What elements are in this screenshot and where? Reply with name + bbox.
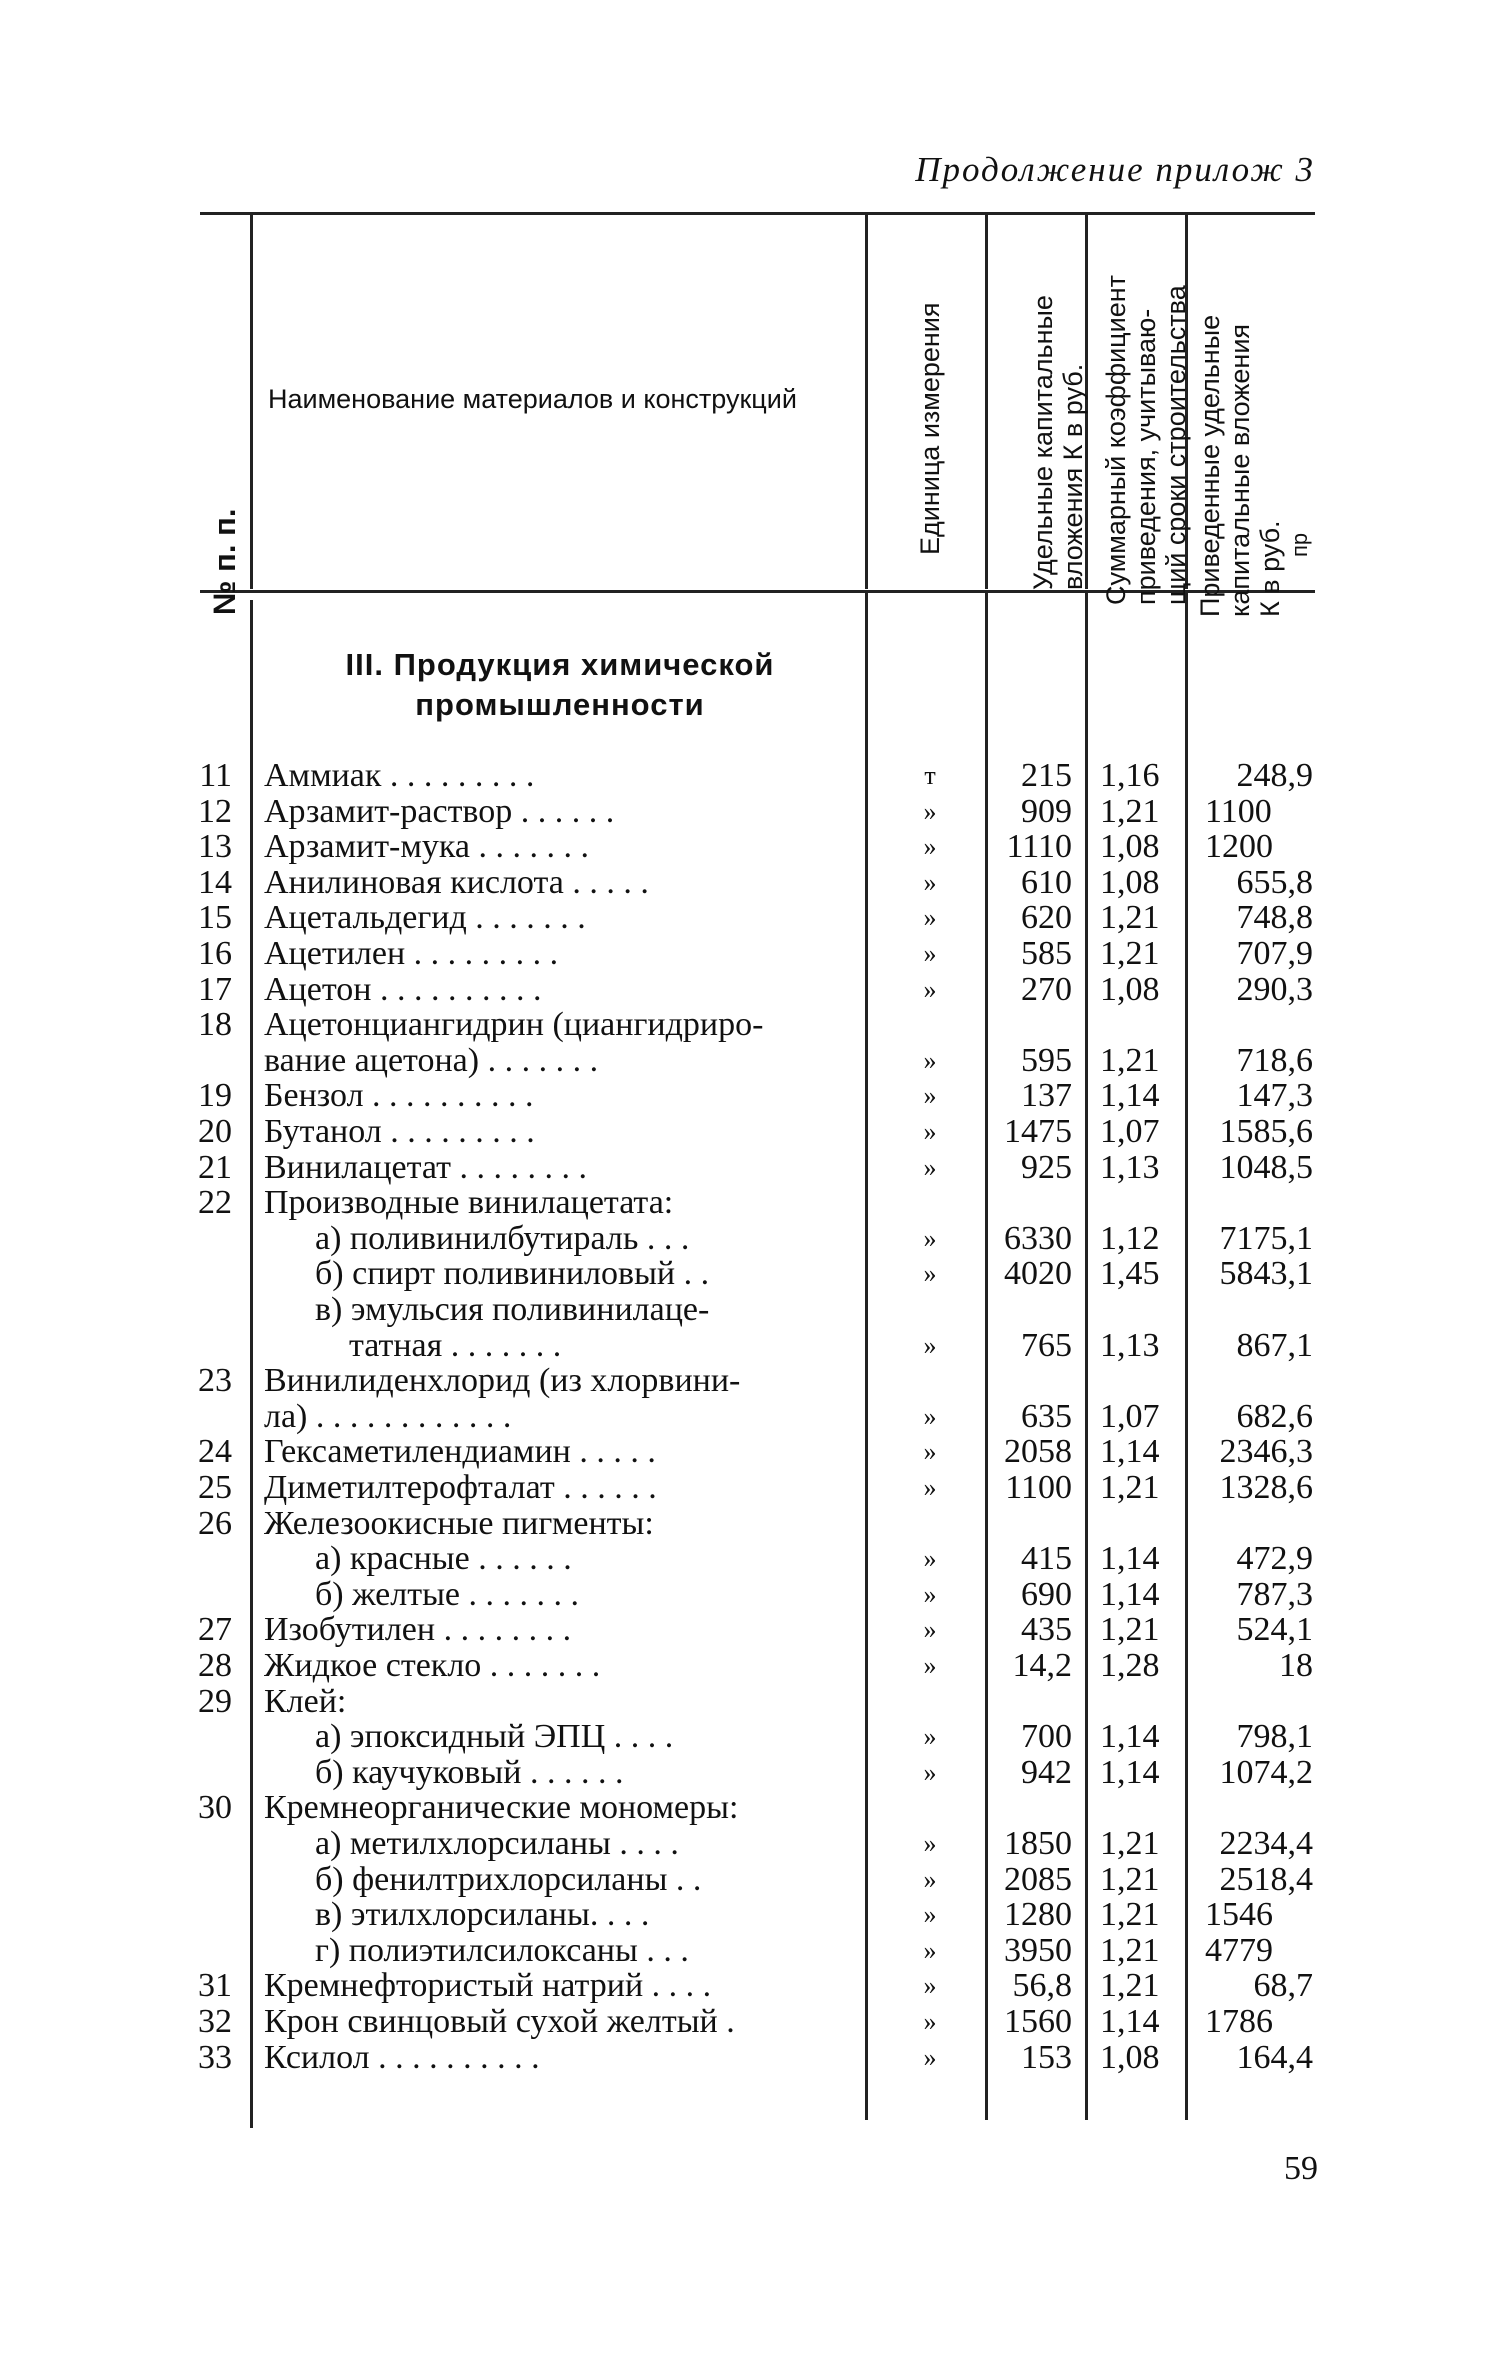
table-row bbox=[0, 1470, 1501, 1505]
table-row bbox=[0, 1221, 1501, 1256]
table-row bbox=[0, 1399, 1501, 1434]
row-unit: » bbox=[923, 1651, 937, 1680]
row-name: Арзамит-раствор . . . . . . bbox=[264, 792, 615, 830]
table-row bbox=[0, 1755, 1501, 1790]
table-row bbox=[0, 936, 1501, 971]
row-coefficient: 1,07 bbox=[1100, 1397, 1160, 1435]
row-capital: 610 bbox=[1021, 863, 1072, 901]
table-row bbox=[0, 1933, 1501, 1968]
row-number: 20 bbox=[198, 1113, 232, 1150]
row-name: Клей: bbox=[264, 1682, 347, 1720]
row-number: 25 bbox=[198, 1469, 232, 1506]
row-coefficient: 1,12 bbox=[1100, 1219, 1160, 1257]
row-coefficient: 1,14 bbox=[1100, 2003, 1160, 2040]
row-reduced: 290,3 bbox=[1236, 970, 1313, 1008]
row-number: 16 bbox=[198, 935, 232, 972]
row-coefficient: 1,14 bbox=[1100, 1718, 1160, 1756]
table-row bbox=[0, 1612, 1501, 1647]
row-unit: » bbox=[923, 1722, 937, 1752]
row-reduced: 718,6 bbox=[1236, 1041, 1313, 1079]
row-coefficient: 1,21 bbox=[1100, 1860, 1160, 1898]
row-capital: 909 bbox=[1021, 792, 1072, 830]
row-capital: 620 bbox=[1021, 899, 1072, 937]
row-number: 11 bbox=[199, 757, 232, 794]
header-unit: Единица измерения bbox=[915, 302, 945, 555]
row-unit: » bbox=[923, 974, 937, 1004]
row-capital: 435 bbox=[1021, 1611, 1072, 1649]
table-row bbox=[0, 900, 1501, 935]
row-unit: » bbox=[923, 1330, 937, 1360]
table-row bbox=[0, 1826, 1501, 1861]
header-coef: Суммарный коэффициент приведения, учитываю- щий сроки строительства bbox=[1101, 274, 1191, 605]
row-reduced: 472,9 bbox=[1236, 1540, 1313, 1578]
row-reduced: 4779 bbox=[1205, 1931, 1273, 1969]
row-capital: 1110 bbox=[1006, 828, 1072, 866]
row-coefficient: 1,08 bbox=[1100, 2038, 1160, 2076]
row-unit: » bbox=[923, 1757, 937, 1787]
row-name: б) каучуковый . . . . . . bbox=[264, 1753, 624, 1791]
row-number: 23 bbox=[198, 1362, 232, 1400]
row-coefficient: 1,08 bbox=[1100, 828, 1160, 866]
row-number: 26 bbox=[198, 1504, 232, 1542]
row-unit: » bbox=[923, 796, 937, 826]
row-capital: 1560 bbox=[1004, 2003, 1072, 2040]
row-unit: » bbox=[923, 903, 937, 933]
row-coefficient: 1,16 bbox=[1100, 757, 1160, 794]
row-unit: » bbox=[923, 1935, 937, 1965]
row-reduced: 524,1 bbox=[1236, 1611, 1313, 1649]
row-capital: 1100 bbox=[1005, 1469, 1072, 1506]
row-name: Производные винилацетата: bbox=[264, 1184, 674, 1222]
row-coefficient: 1,21 bbox=[1100, 1469, 1160, 1506]
row-coefficient: 1,21 bbox=[1100, 1611, 1160, 1649]
table-row bbox=[0, 1897, 1501, 1932]
row-name: татная . . . . . . . bbox=[264, 1326, 562, 1364]
row-name: а) поливинилбутираль . . . bbox=[264, 1219, 690, 1257]
table-row bbox=[0, 794, 1501, 829]
section-title-line: III. Продукция химической bbox=[345, 647, 775, 682]
row-coefficient: 1,28 bbox=[1100, 1647, 1160, 1684]
row-coefficient: 1,21 bbox=[1100, 1931, 1160, 1969]
row-number: 28 bbox=[198, 1647, 232, 1684]
row-unit: » bbox=[923, 1900, 937, 1930]
row-reduced: 682,6 bbox=[1236, 1397, 1313, 1435]
table-row bbox=[0, 1648, 1501, 1683]
row-number: 13 bbox=[198, 828, 232, 866]
row-reduced: 2346,3 bbox=[1219, 1433, 1313, 1471]
table-row bbox=[0, 1790, 1501, 1825]
row-unit: » bbox=[923, 1864, 937, 1894]
rule-num-name bbox=[250, 214, 253, 589]
row-name: б) фенилтрихлорсиланы . . bbox=[264, 1860, 702, 1898]
row-name: Бензол . . . . . . . . . . bbox=[264, 1077, 534, 1115]
row-reduced: 1048,5 bbox=[1219, 1148, 1313, 1186]
row-capital: 595 bbox=[1021, 1041, 1072, 1079]
row-coefficient: 1,14 bbox=[1100, 1077, 1160, 1115]
table-row bbox=[0, 1256, 1501, 1291]
row-unit: » bbox=[923, 1971, 937, 2001]
section-title bbox=[255, 645, 865, 725]
row-capital: 137 bbox=[1021, 1077, 1072, 1115]
row-reduced: 2518,4 bbox=[1219, 1860, 1313, 1898]
table-row bbox=[0, 1684, 1501, 1719]
row-capital: 4020 bbox=[1004, 1255, 1072, 1293]
row-number: 22 bbox=[198, 1184, 232, 1222]
row-capital: 1280 bbox=[1004, 1896, 1072, 1934]
row-name: а) красные . . . . . . bbox=[264, 1540, 572, 1578]
row-name: Ацетальдегид . . . . . . . bbox=[264, 899, 586, 937]
row-unit: » bbox=[923, 1045, 937, 1075]
row-name: Ацетонциангидрин (циангидриро- bbox=[264, 1006, 764, 1044]
table-row bbox=[0, 1719, 1501, 1754]
row-unit: » bbox=[923, 2007, 937, 2036]
row-number: 19 bbox=[198, 1077, 232, 1115]
row-reduced: 147,3 bbox=[1236, 1077, 1313, 1115]
header-capital: Удельные капитальные вложения К в руб. bbox=[1028, 295, 1088, 590]
row-reduced: 1546 bbox=[1205, 1896, 1273, 1934]
row-name: Винилиденхлорид (из хлорвини- bbox=[264, 1362, 741, 1400]
table-row bbox=[0, 1328, 1501, 1363]
row-reduced: 7175,1 bbox=[1219, 1219, 1313, 1257]
row-name: Железоокисные пигменты: bbox=[264, 1504, 654, 1542]
row-unit: » bbox=[923, 1579, 937, 1609]
row-reduced: 1074,2 bbox=[1219, 1753, 1313, 1791]
row-number: 31 bbox=[198, 1967, 232, 2005]
row-reduced: 2234,4 bbox=[1219, 1825, 1313, 1862]
row-reduced: 1786 bbox=[1205, 2003, 1273, 2040]
row-reduced: 748,8 bbox=[1236, 899, 1313, 937]
row-unit: » bbox=[923, 1152, 937, 1182]
row-reduced: 18 bbox=[1279, 1647, 1313, 1684]
row-name: Ацетилен . . . . . . . . . bbox=[264, 935, 559, 972]
row-name: а) метилхлорсиланы . . . . bbox=[264, 1825, 679, 1862]
row-unit: » bbox=[923, 1829, 937, 1858]
row-name: б) спирт поливиниловый . . bbox=[264, 1255, 710, 1293]
row-reduced: 1200 bbox=[1205, 828, 1273, 866]
row-reduced: 867,1 bbox=[1236, 1326, 1313, 1364]
table-row bbox=[0, 1434, 1501, 1469]
row-unit: » bbox=[923, 1223, 937, 1253]
table-row bbox=[0, 1363, 1501, 1398]
row-number: 29 bbox=[198, 1682, 232, 1720]
row-capital: 700 bbox=[1021, 1718, 1072, 1756]
row-coefficient: 1,21 bbox=[1100, 1041, 1160, 1079]
table-row bbox=[0, 1506, 1501, 1541]
row-name: г) полиэтилсилоксаны . . . bbox=[264, 1931, 689, 1969]
row-number: 27 bbox=[198, 1611, 232, 1649]
table-row bbox=[0, 1862, 1501, 1897]
table-row bbox=[0, 1541, 1501, 1576]
row-unit: » bbox=[923, 1401, 937, 1431]
table-row bbox=[0, 2004, 1501, 2039]
row-name: Ксилол . . . . . . . . . . bbox=[264, 2038, 540, 2076]
row-number: 32 bbox=[198, 2003, 232, 2040]
table-row bbox=[0, 2040, 1501, 2075]
table-row bbox=[0, 1150, 1501, 1185]
row-capital: 6330 bbox=[1004, 1219, 1072, 1257]
row-number: 33 bbox=[198, 2038, 232, 2076]
row-coefficient: 1,21 bbox=[1100, 792, 1160, 830]
row-name: Жидкое стекло . . . . . . . bbox=[264, 1647, 601, 1684]
row-reduced: 787,3 bbox=[1236, 1575, 1313, 1613]
rule-name-unit bbox=[865, 214, 868, 589]
row-name: а) эпоксидный ЭПЦ . . . . bbox=[264, 1718, 674, 1756]
row-coefficient: 1,14 bbox=[1100, 1753, 1160, 1791]
table-row bbox=[0, 972, 1501, 1007]
row-name: вание ацетона) . . . . . . . bbox=[264, 1041, 599, 1079]
row-capital: 153 bbox=[1021, 2038, 1072, 2076]
rule-unit-cap bbox=[985, 214, 988, 589]
row-unit: » bbox=[923, 2042, 937, 2072]
running-head: Продолжение прилож 3 bbox=[915, 150, 1315, 189]
row-coefficient: 1,13 bbox=[1100, 1326, 1160, 1364]
row-number: 24 bbox=[198, 1433, 232, 1471]
row-capital: 415 bbox=[1021, 1540, 1072, 1578]
row-coefficient: 1,07 bbox=[1100, 1113, 1160, 1150]
row-reduced: 5843,1 bbox=[1219, 1255, 1313, 1293]
row-number: 30 bbox=[198, 1789, 232, 1827]
row-capital: 585 bbox=[1021, 935, 1072, 972]
row-name: б) желтые . . . . . . . bbox=[264, 1575, 580, 1613]
row-name: Кремнеорганические мономеры: bbox=[264, 1789, 739, 1827]
table-row bbox=[0, 1007, 1501, 1042]
row-name: Аммиак . . . . . . . . . bbox=[264, 757, 535, 794]
row-unit: » bbox=[923, 939, 937, 968]
row-coefficient: 1,08 bbox=[1100, 863, 1160, 901]
row-capital: 3950 bbox=[1004, 1931, 1072, 1969]
row-coefficient: 1,21 bbox=[1100, 1896, 1160, 1934]
row-reduced: 248,9 bbox=[1236, 757, 1313, 794]
row-name: Диметилтерофталат . . . . . . bbox=[264, 1469, 657, 1506]
row-capital: 2058 bbox=[1004, 1433, 1072, 1471]
row-coefficient: 1,45 bbox=[1100, 1255, 1160, 1293]
table-row bbox=[0, 1078, 1501, 1113]
row-coefficient: 1,08 bbox=[1100, 970, 1160, 1008]
row-capital: 1475 bbox=[1004, 1113, 1072, 1150]
row-coefficient: 1,21 bbox=[1100, 899, 1160, 937]
row-coefficient: 1,21 bbox=[1100, 1967, 1160, 2005]
row-unit: » bbox=[923, 1615, 937, 1645]
row-number: 17 bbox=[198, 970, 232, 1008]
row-reduced: 164,4 bbox=[1236, 2038, 1313, 2076]
row-reduced: 68,7 bbox=[1253, 1967, 1313, 2005]
row-number: 14 bbox=[198, 863, 232, 901]
row-name: Гексаметилендиамин . . . . . bbox=[264, 1433, 656, 1471]
row-name: Крон свинцовый сухой желтый . bbox=[264, 2003, 735, 2040]
row-capital: 690 bbox=[1021, 1575, 1072, 1613]
row-capital: 2085 bbox=[1004, 1860, 1072, 1898]
row-name: Арзамит-мука . . . . . . . bbox=[264, 828, 589, 866]
table-row bbox=[0, 865, 1501, 900]
row-unit: » bbox=[923, 1117, 937, 1146]
row-number: 12 bbox=[198, 792, 232, 830]
row-capital: 56,8 bbox=[1012, 1967, 1072, 2005]
header-reduced: Приведенные удельные капитальные вложения К в руб. пр bbox=[1195, 314, 1312, 617]
row-unit: » bbox=[923, 1437, 937, 1467]
row-number: 21 bbox=[198, 1148, 232, 1186]
row-coefficient: 1,14 bbox=[1100, 1540, 1160, 1578]
row-unit: » bbox=[923, 1544, 937, 1574]
row-name: Ацетон . . . . . . . . . . bbox=[264, 970, 542, 1008]
row-reduced: 707,9 bbox=[1236, 935, 1313, 972]
header-name: Наименование материалов и конструкций bbox=[268, 384, 797, 414]
row-unit: » bbox=[923, 1259, 937, 1289]
row-reduced: 1100 bbox=[1205, 792, 1272, 830]
table-row bbox=[0, 1292, 1501, 1327]
row-number: 15 bbox=[198, 899, 232, 937]
row-reduced: 1585,6 bbox=[1219, 1113, 1313, 1150]
row-capital: 270 bbox=[1021, 970, 1072, 1008]
table-row bbox=[0, 1185, 1501, 1220]
row-unit: » bbox=[923, 1473, 937, 1502]
row-coefficient: 1,14 bbox=[1100, 1433, 1160, 1471]
row-name: в) эмульсия поливинилаце- bbox=[264, 1291, 710, 1328]
row-name: Винилацетат . . . . . . . . bbox=[264, 1148, 587, 1186]
table-row bbox=[0, 1114, 1501, 1149]
header-num: № п. п. bbox=[207, 508, 242, 615]
row-name: Анилиновая кислота . . . . . bbox=[264, 863, 649, 901]
table-row bbox=[0, 829, 1501, 864]
table-row bbox=[0, 758, 1501, 793]
row-coefficient: 1,14 bbox=[1100, 1575, 1160, 1613]
row-capital: 942 bbox=[1021, 1753, 1072, 1791]
row-unit: » bbox=[923, 1081, 937, 1111]
row-name: в) этилхлорсиланы. . . . bbox=[264, 1896, 650, 1934]
header-top-rule bbox=[200, 212, 1315, 215]
row-name: Кремнефтористый натрий . . . . bbox=[264, 1967, 712, 2005]
table-row bbox=[0, 1577, 1501, 1612]
row-capital: 1850 bbox=[1004, 1825, 1072, 1862]
row-number: 18 bbox=[198, 1006, 232, 1044]
row-unit: т bbox=[924, 761, 936, 790]
row-capital: 635 bbox=[1021, 1397, 1072, 1435]
row-name: ла) . . . . . . . . . . . . bbox=[264, 1397, 512, 1435]
row-coefficient: 1,21 bbox=[1100, 935, 1160, 972]
section-title-line: промышленности bbox=[415, 687, 705, 722]
table-row bbox=[0, 1968, 1501, 2003]
row-reduced: 798,1 bbox=[1236, 1718, 1313, 1756]
row-reduced: 655,8 bbox=[1236, 863, 1313, 901]
page-number: 59 bbox=[1284, 2150, 1318, 2187]
row-name: Бутанол . . . . . . . . . bbox=[264, 1113, 535, 1150]
row-capital: 215 bbox=[1021, 757, 1072, 794]
row-coefficient: 1,21 bbox=[1100, 1825, 1160, 1862]
table-row bbox=[0, 1043, 1501, 1078]
row-capital: 14,2 bbox=[1012, 1647, 1072, 1684]
row-unit: » bbox=[923, 867, 937, 897]
row-capital: 925 bbox=[1021, 1148, 1072, 1186]
row-coefficient: 1,13 bbox=[1100, 1148, 1160, 1186]
row-name: Изобутилен . . . . . . . . bbox=[264, 1611, 572, 1649]
row-unit: » bbox=[923, 832, 937, 862]
row-capital: 765 bbox=[1021, 1326, 1072, 1364]
row-reduced: 1328,6 bbox=[1219, 1469, 1313, 1506]
